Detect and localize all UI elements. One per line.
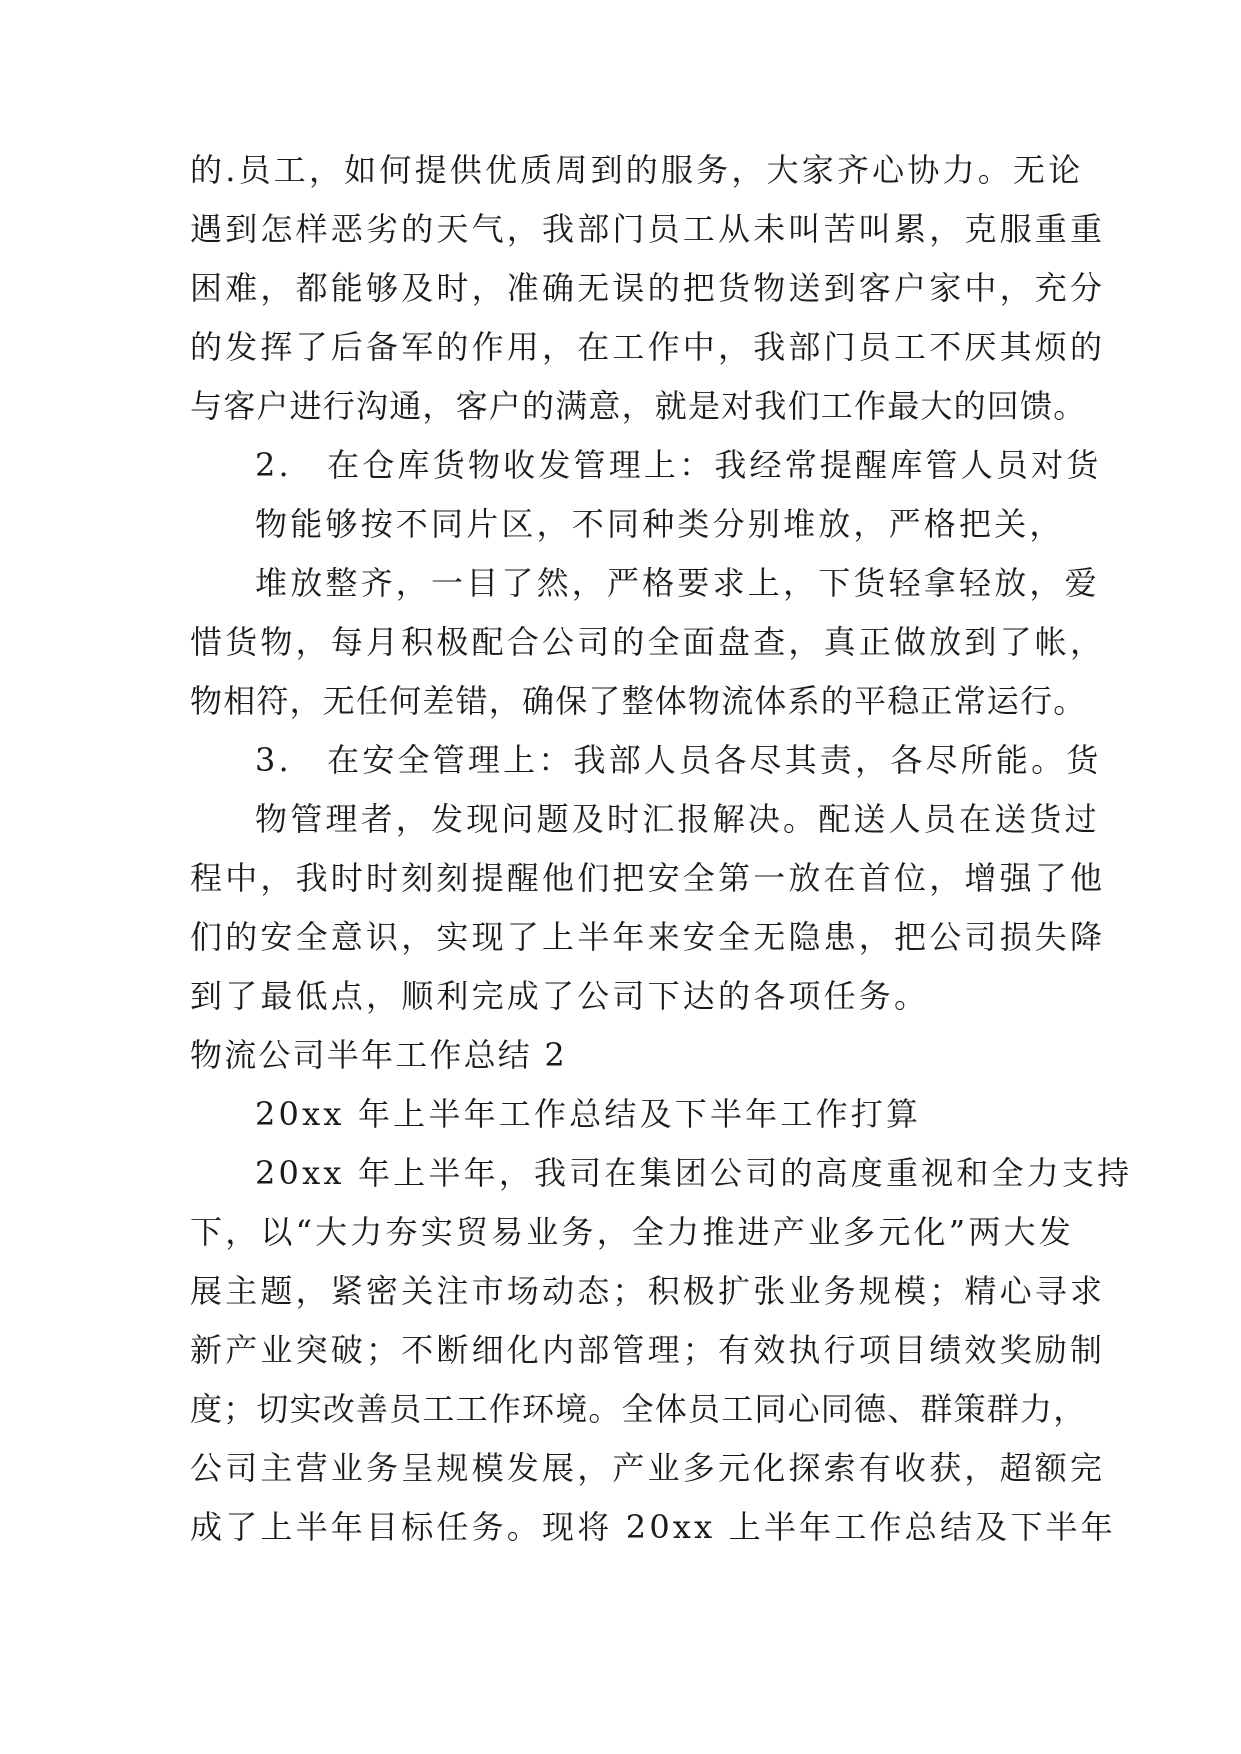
body-text-line: 新产业突破；不断细化内部管理；有效执行项目绩效奖励制 <box>190 1331 1106 1369</box>
body-text-line: 到了最低点，顺利完成了公司下达的各项任务。 <box>190 977 930 1015</box>
section-heading: 物流公司半年工作总结 2 <box>190 1036 567 1074</box>
section-subtitle: 20xx 年上半年工作总结及下半年工作打算 <box>255 1095 922 1133</box>
list-item-2: 2. 在仓库货物收发管理上：我经常提醒库管人员对货 <box>255 446 1102 484</box>
list-item-3: 3. 在安全管理上：我部人员各尽其责，各尽所能。货 <box>255 741 1102 779</box>
body-text-line: 们的安全意识，实现了上半年来安全无隐患，把公司损失降 <box>190 918 1106 956</box>
body-text-line: 的.员工，如何提供优质周到的服务，大家齐心协力。无论 <box>190 151 1084 189</box>
body-text-line: 20xx 年上半年，我司在集团公司的高度重视和全力支持 <box>255 1154 1133 1192</box>
body-text-line: 惜货物，每月积极配合公司的全面盘查，真正做放到了帐， <box>190 623 1106 661</box>
body-text-line: 的发挥了后备军的作用，在工作中，我部门员工不厌其烦的 <box>190 328 1106 366</box>
body-text-line: 公司主营业务呈规模发展，产业多元化探索有收获，超额完 <box>190 1449 1106 1487</box>
body-text-line: 堆放整齐，一目了然，严格要求上，下货轻拿轻放，爱 <box>255 564 1100 602</box>
body-text-line: 程中，我时时刻刻提醒他们把安全第一放在首位，增强了他 <box>190 859 1106 897</box>
body-text-line: 成了上半年目标任务。现将 20xx 上半年工作总结及下半年 <box>190 1508 1116 1546</box>
body-text-line: 下，以“大力夯实贸易业务，全力推进产业多元化”两大发 <box>190 1213 1074 1251</box>
body-text-line: 遇到怎样恶劣的天气，我部门员工从未叫苦叫累，克服重重 <box>190 210 1106 248</box>
body-text-line: 物管理者，发现问题及时汇报解决。配送人员在送货过 <box>255 800 1100 838</box>
body-text-line: 物相符，无任何差错，确保了整体物流体系的平稳正常运行。 <box>190 682 1087 720</box>
body-text-line: 度；切实改善员工工作环境。全体员工同心同德、群策群力， <box>190 1390 1087 1428</box>
body-text-line: 物能够按不同片区，不同种类分别堆放，严格把关， <box>255 505 1065 543</box>
body-text-line: 与客户进行沟通，客户的满意，就是对我们工作最大的回馈。 <box>190 387 1087 425</box>
body-text-line: 展主题，紧密关注市场动态；积极扩张业务规模；精心寻求 <box>190 1272 1106 1310</box>
body-text-line: 困难，都能够及时，准确无误的把货物送到客户家中，充分 <box>190 269 1106 307</box>
